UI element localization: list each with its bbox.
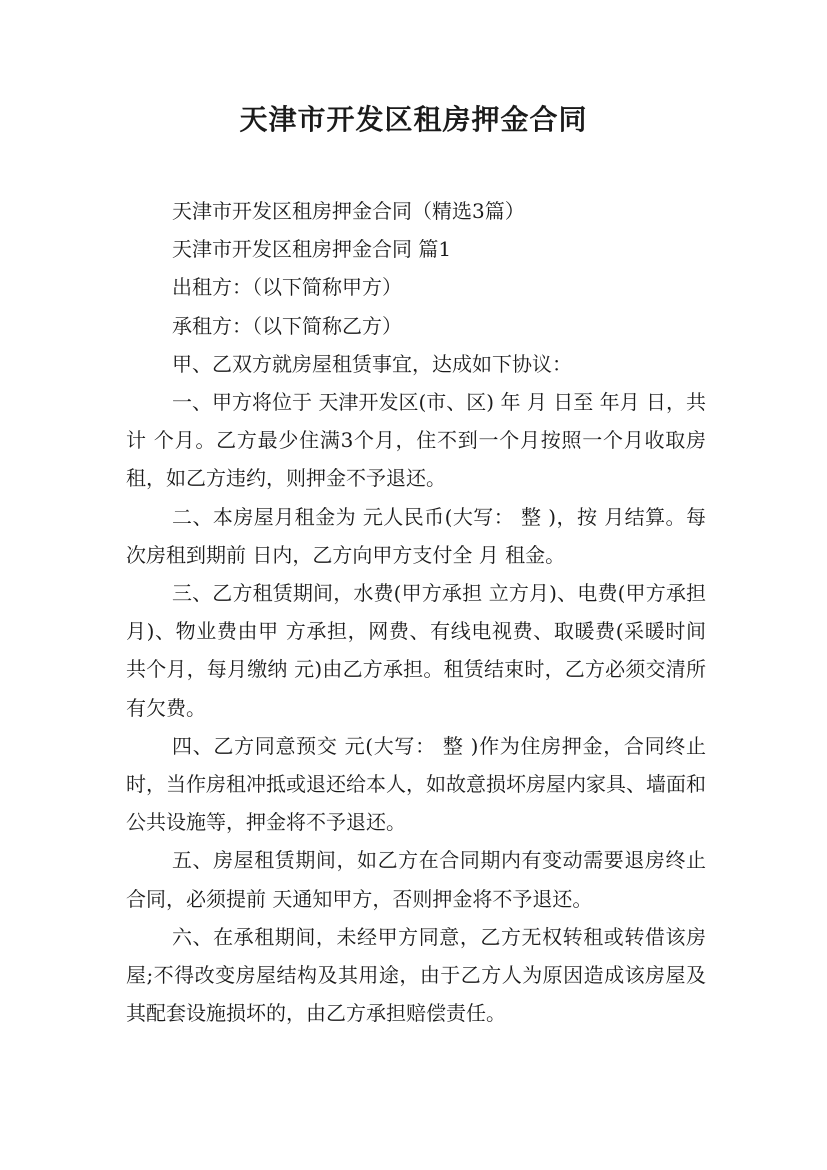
- clause-3: 三、乙方租赁期间，水费(甲方承担 立方月)、电费(甲方承担 月)、物业费由甲 方承担，网费、有线电视费、取暖费(采暖时间共个月，每月缴纳 元)由乙方承担。租赁结束时，乙方必须交清所有欠费。: [126, 581, 706, 720]
- document-subtitle: 天津市开发区租房押金合同（精选3篇）: [172, 199, 525, 223]
- document-body: [126, 192, 706, 1032]
- clause-6: 六、在承租期间，未经甲方同意，乙方无权转租或转借该房屋;不得改变房屋结构及其用途，由于乙方人为原因造成该房屋及其配套设施损坏的，由乙方承担赔偿责任。: [126, 924, 706, 1026]
- clause-4: 四、乙方同意预交 元(大写： 整 )作为住房押金，合同终止时，当作房租冲抵或退还给本人，如故意损坏房屋内家具、墙面和公共设施等，押金将不予退还。: [126, 733, 706, 835]
- clause-2: 二、本房屋月租金为 元人民币(大写： 整 )，按 月结算。每次房租到期前 日内，乙方向甲方支付全 月 租金。: [126, 504, 706, 567]
- document-title: 天津市开发区租房押金合同: [239, 103, 588, 136]
- lessee-line: 承租方：（以下简称乙方）: [172, 313, 402, 338]
- intro-line: 甲、乙双方就房屋租赁事宜，达成如下协议：: [172, 351, 572, 376]
- lessor-line: 出租方：（以下简称甲方）: [172, 275, 402, 300]
- clause-5: 五、房屋租赁期间，如乙方在合同期内有变动需要退房终止合同，必须提前 天通知甲方，否则押金将不予退还。: [126, 848, 706, 911]
- clause-1: 一、甲方将位于 天津开发区(市、区) 年 月 日至 年月 日，共计 个月。乙方最少住满3个月，住不到一个月按照一个月收取房租，如乙方违约，则押金不予退还。: [126, 390, 706, 491]
- section-heading: 天津市开发区租房押金合同 篇1: [172, 237, 452, 262]
